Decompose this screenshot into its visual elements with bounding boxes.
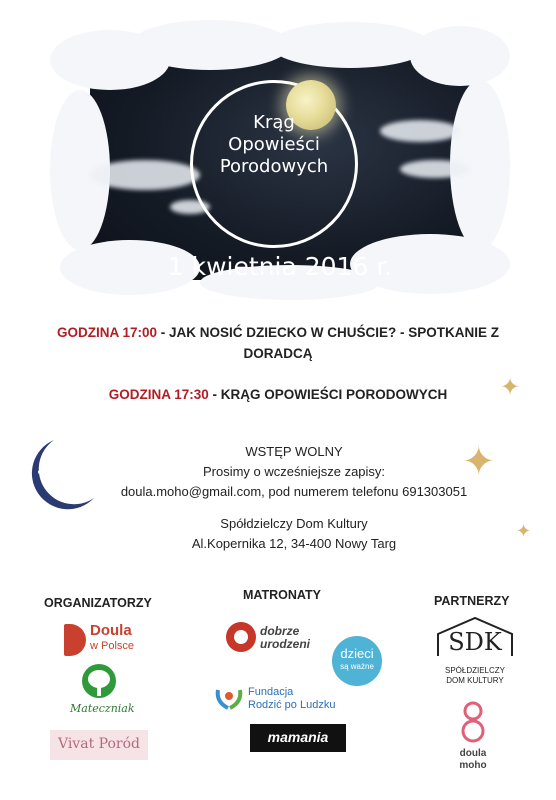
fundacja-rodzic-po-ludzku-logo <box>214 684 354 716</box>
crescent-moon-icon <box>24 436 104 516</box>
dzieci-sa-wazne-logo <box>332 636 382 686</box>
logo-text: Mateczniak <box>70 702 135 715</box>
swirl-icon <box>226 622 256 652</box>
logo-text: moho <box>459 760 487 771</box>
entry-text: WSTĘP WOLNY <box>245 444 343 459</box>
organizers-heading: ORGANIZATORZY <box>44 596 152 610</box>
mamania-logo <box>250 724 346 752</box>
doula-d-icon <box>64 624 86 656</box>
logo-text: dobrze <box>260 624 300 638</box>
star-icon: ✦ <box>462 440 496 484</box>
mateczniak-logo <box>70 664 135 720</box>
schedule-time: GODZINA 17:00 <box>56 325 157 340</box>
venue-name: Spółdzielczy Dom Kultury <box>220 516 368 531</box>
partners-heading: PARTNERZY <box>434 594 510 608</box>
cloud <box>270 22 430 68</box>
event-banner <box>50 20 510 300</box>
logo-text: dzieci <box>340 646 374 661</box>
logo-text: mamania <box>267 729 329 745</box>
signup-text: Prosimy o wcześniejsze zapisy: <box>202 464 386 479</box>
tree-icon <box>82 664 116 698</box>
venue-info <box>96 514 492 554</box>
vivat-porod-logo <box>50 730 148 760</box>
schedule-text: - JAK NOSIĆ DZIECKO W CHUŚCIE? - SPOTKANIE Z DORADCĄ <box>157 325 500 361</box>
schedule-item <box>40 322 516 364</box>
star-icon: ✦ <box>500 374 521 401</box>
contact-text[interactable]: doula.moho@gmail.com, pod numerem telefonu 691303051 <box>120 484 468 499</box>
logo-text: doula <box>459 748 487 759</box>
cloud <box>90 160 200 190</box>
logo-text: Doula <box>90 622 132 639</box>
title-line: Krąg <box>253 112 295 133</box>
schedule-text: - KRĄG OPOWIEŚCI PORODOWYCH <box>208 387 448 402</box>
logo-text: Rodzić po Ludzku <box>248 699 336 711</box>
dobrze-urodzeni-logo <box>226 622 336 656</box>
cloud <box>410 26 510 86</box>
cloud <box>400 160 470 178</box>
venue-address: Al.Kopernika 12, 34-400 Nowy Targ <box>191 536 397 551</box>
doula-w-polsce-logo <box>64 620 144 660</box>
logo-text: Fundacja <box>248 686 294 698</box>
hands-icon <box>214 686 244 712</box>
figure-eight-icon <box>460 700 486 744</box>
logo-text: w Polsce <box>90 640 135 652</box>
cloud <box>380 120 460 142</box>
schedule-time: GODZINA 17:30 <box>108 387 209 402</box>
sdk-logo <box>434 614 516 690</box>
logo-text: urodzeni <box>260 637 310 651</box>
title-line: Porodowych <box>219 156 329 177</box>
logo-text: SDK <box>448 628 502 656</box>
star-icon: ✦ <box>516 521 532 541</box>
logo-text: SPÓŁDZIELCZY <box>444 666 505 675</box>
logo-text: DOM KULTURY <box>446 676 504 685</box>
doula-moho-logo <box>448 700 498 780</box>
event-title <box>190 112 358 178</box>
cloud <box>130 20 290 70</box>
schedule-item <box>40 384 516 405</box>
entry-info <box>96 442 492 502</box>
logo-text: Vivat Poród <box>57 736 141 752</box>
event-date: 1 kwietnia 2016 r. <box>167 252 393 281</box>
logo-text: są ważne <box>340 662 374 671</box>
title-line: Opowieści <box>228 134 320 155</box>
patrons-heading: MATRONATY <box>243 588 321 602</box>
